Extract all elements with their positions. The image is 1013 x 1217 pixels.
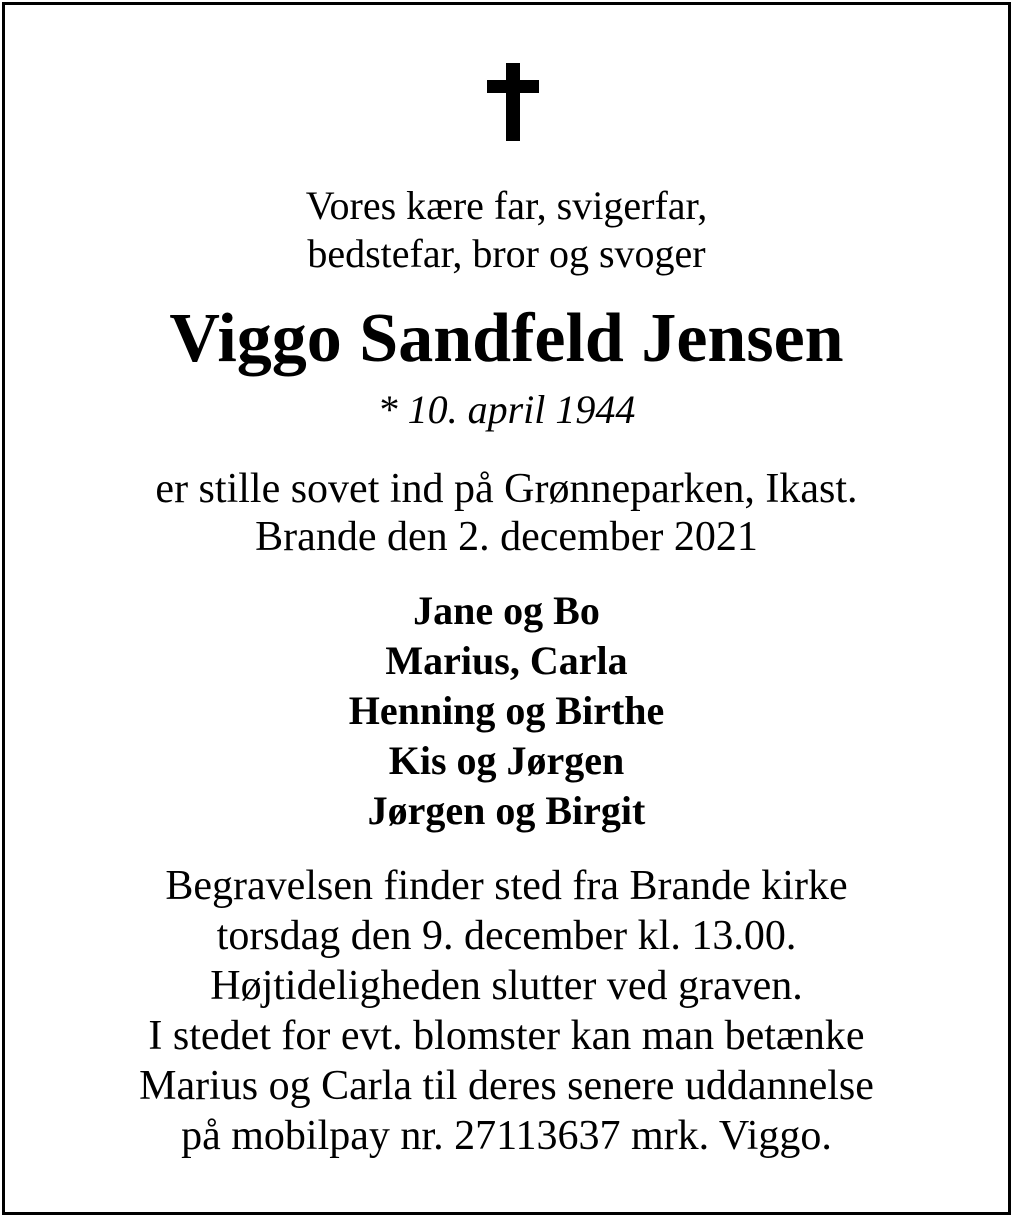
deceased-name: Viggo Sandfeld Jensen [169,300,844,377]
funeral-line: torsdag den 9. december kl. 13.00. [216,913,797,959]
family-member: Jørgen og Birgit [367,788,646,833]
family-member: Marius, Carla [385,638,628,683]
intro-line-2: bedstefar, bror og svoger [307,231,706,276]
funeral-line: Marius og Carla til deres senere uddannelse [139,1063,874,1109]
funeral-line: Højtideligheden slutter ved graven. [210,963,803,1009]
funeral-line: Begravelsen finder sted fra Brande kirke [165,863,848,909]
intro-line-1: Vores kære far, svigerfar, [305,183,708,228]
family-member: Jane og Bo [413,588,600,633]
family-member: Henning og Birthe [348,688,665,733]
passing-line-1: er stille sovet ind på Grønneparken, Ikast. [155,466,858,512]
funeral-line: på mobilpay nr. 27113637 mrk. Viggo. [181,1113,832,1159]
birth-date: * 10. april 1944 [377,387,636,432]
funeral-line: I stedet for evt. blomster kan man betænke [148,1013,865,1059]
cross-icon [487,63,539,141]
passing-line-2: Brande den 2. december 2021 [255,514,758,560]
family-member: Kis og Jørgen [388,738,625,783]
